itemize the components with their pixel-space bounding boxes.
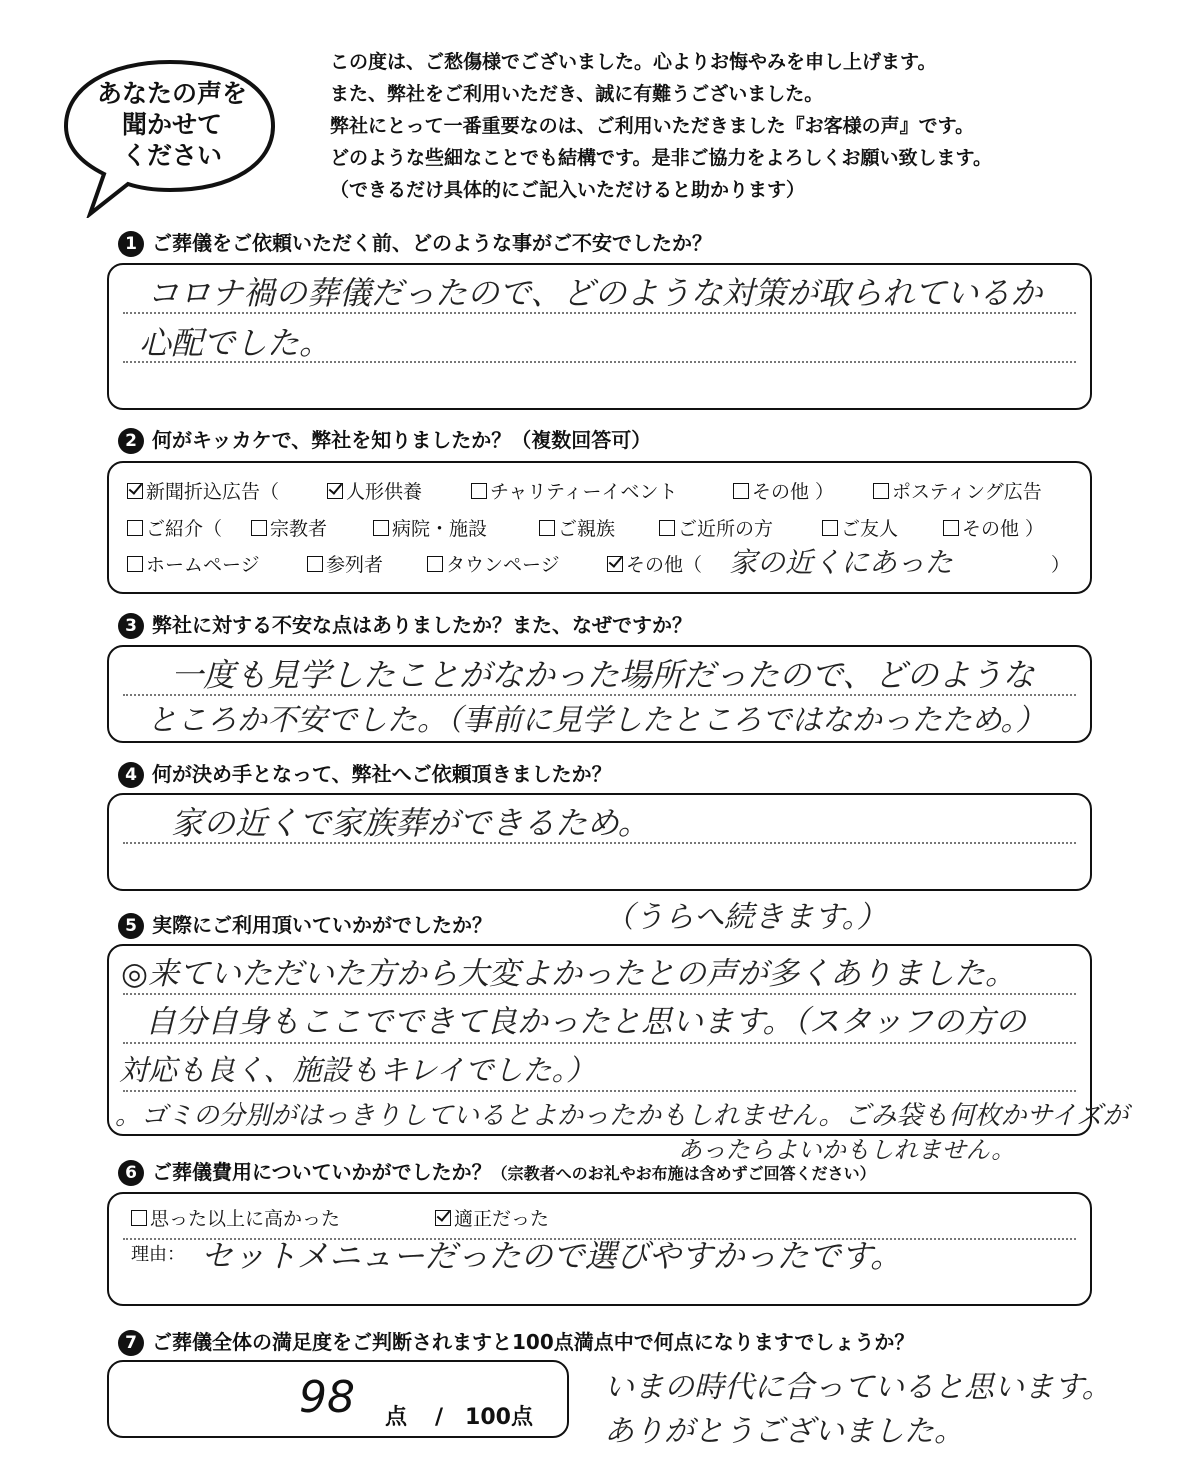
answer-3-line-1: 一度も見学したことがなかった場所だったので、どのような [171, 656, 1035, 694]
option-homepage[interactable] [127, 552, 260, 578]
answer-1-line-1: コロナ禍の葬儀だったので、どのような対策が取られているか [147, 274, 1043, 312]
option-charity-event-label: チャリティーイベント [490, 481, 678, 503]
question-6-text: ご葬儀費用についていかがでしたか？ [152, 1160, 492, 1184]
dotted-line [123, 1090, 1076, 1092]
option-relatives[interactable] [539, 516, 615, 542]
score-box[interactable] [107, 1360, 569, 1438]
checkbox-icon[interactable] [943, 520, 959, 536]
question-7 [118, 1328, 914, 1356]
answer-1-line-2: 心配でした。 [139, 324, 332, 362]
question-4 [118, 760, 612, 788]
option-fair[interactable] [435, 1206, 549, 1232]
question-6 [118, 1158, 876, 1188]
option-neighbors[interactable] [659, 516, 773, 542]
option-too-expensive[interactable] [131, 1206, 340, 1232]
intro-line-1: この度は、ご愁傷様でございました。心よりお悔やみを申し上げます。 [330, 51, 937, 73]
option-other-1-label: その他 ） [752, 481, 835, 503]
option-townpage[interactable] [427, 552, 560, 578]
option-newspaper-label: 新聞折込広告（ [146, 481, 280, 503]
question-number-7: 7 [118, 1330, 144, 1356]
question-3 [118, 611, 692, 639]
option-clergy[interactable] [251, 516, 327, 542]
option-friends-label: ご友人 [841, 518, 899, 540]
other-close-paren: ） [1051, 554, 1071, 576]
checkbox-icon[interactable] [822, 520, 838, 536]
option-charity-event[interactable] [471, 479, 678, 505]
intro-line-5: （できるだけ具体的にご記入いただけると助かります） [330, 179, 806, 201]
intro-line-3: 弊社にとって一番重要なのは、ご利用いただきました『お客様の声』です。 [330, 115, 975, 137]
question-1 [118, 229, 712, 257]
option-other-2[interactable] [943, 516, 1044, 542]
checkbox-icon[interactable] [873, 483, 889, 499]
bubble-line-2: 聞かせて [121, 110, 222, 139]
question-2-text: 何がキッカケで、弊社を知りましたか？（複数回答可） [152, 428, 652, 452]
option-doll-memorial-label: 人形供養 [346, 481, 423, 503]
option-townpage-label: タウンページ [446, 554, 560, 576]
question-5-text: 実際にご利用頂いていかがでしたか？ [152, 913, 492, 937]
other-answer: 家の近くにあった [729, 546, 953, 579]
option-too-expensive-label: 思った以上に高かった [150, 1208, 341, 1230]
option-clergy-label: 宗教者 [270, 518, 328, 540]
answer-5-line-2: 自分自身もここでできて良かったと思います。（スタッフの方の [145, 1004, 1027, 1040]
question-4-text: 何が決め手となって、弊社へご依頼頂きましたか？ [152, 762, 612, 786]
checkbox-checked-icon[interactable] [435, 1210, 451, 1226]
answer-5-line-4: 。ゴミの分別がはっきりしているとよかったかもしれません。ごみ袋も何枚かサイズが [115, 1101, 1129, 1131]
option-relatives-label: ご親族 [558, 518, 616, 540]
option-posting[interactable] [873, 479, 1042, 505]
option-homepage-label: ホームページ [146, 554, 260, 576]
checkbox-icon[interactable] [131, 1210, 147, 1226]
bubble-line-1: あなたの声を [96, 79, 247, 108]
option-friends[interactable] [822, 516, 898, 542]
option-neighbors-label: ご近所の方 [678, 518, 774, 540]
answer-box-4[interactable] [107, 793, 1092, 891]
answer-5-line-3: 対応も良く、施設もキレイでした。） [119, 1053, 596, 1087]
option-other-3[interactable] [607, 552, 702, 578]
answer-box-5[interactable] [107, 944, 1129, 1136]
question-number-2: 2 [118, 428, 144, 454]
score-value: 98 [299, 1372, 355, 1423]
answer-box-1[interactable] [107, 263, 1092, 410]
question-2 [118, 426, 651, 454]
option-doll-memorial[interactable] [327, 479, 422, 505]
answer-5-line-1: ◎来ていただいた方から大変よかったとの声が多くありました。 [121, 956, 1017, 992]
question-7-text: ご葬儀全体の満足度をご判断されますと100点満点中で何点になりますでしょうか？ [152, 1330, 915, 1354]
question-number-3: 3 [118, 613, 144, 639]
comment-line-2: ありがとうございました。 [604, 1414, 964, 1449]
reason-label: 理由： [131, 1244, 185, 1265]
option-attendee[interactable] [307, 552, 383, 578]
option-referral-label: ご紹介（ [146, 518, 223, 540]
answer-box-2 [107, 461, 1092, 594]
checkbox-icon[interactable] [127, 556, 143, 572]
option-referral[interactable] [127, 516, 222, 542]
score-max: / 100点 [435, 1405, 533, 1430]
option-other-1[interactable] [733, 479, 834, 505]
answer-box-3[interactable] [107, 645, 1092, 743]
option-fair-label: 適正だった [454, 1208, 550, 1230]
checkbox-icon[interactable] [733, 483, 749, 499]
comment-line-1: いまの時代に合っていると思います。 [604, 1370, 1112, 1405]
intro-text [330, 46, 992, 206]
question-number-1: 1 [118, 231, 144, 257]
checkbox-checked-icon[interactable] [127, 483, 143, 499]
score-unit: 点 [385, 1405, 408, 1430]
option-hospital-label: 病院・施設 [392, 518, 488, 540]
continue-note: （うらへ続きます。） [604, 900, 887, 935]
option-other-3-label: その他（ [626, 554, 703, 576]
question-5 [118, 911, 492, 939]
bubble-line-3: ください [121, 141, 222, 170]
checkbox-icon[interactable] [373, 520, 389, 536]
checkbox-icon[interactable] [471, 483, 487, 499]
option-hospital[interactable] [373, 516, 487, 542]
checkbox-checked-icon[interactable] [607, 556, 623, 572]
question-number-4: 4 [118, 762, 144, 788]
option-posting-label: ポスティング広告 [892, 481, 1042, 503]
option-other-2-label: その他 ） [962, 518, 1045, 540]
answer-box-6 [107, 1192, 1092, 1306]
question-number-5: 5 [118, 913, 144, 939]
answer-4-line-1: 家の近くで家族葬ができるため。 [171, 804, 650, 842]
option-attendee-label: 参列者 [326, 554, 384, 576]
checkbox-checked-icon[interactable] [327, 483, 343, 499]
question-3-text: 弊社に対する不安な点はありましたか？また、なぜですか？ [152, 613, 692, 637]
intro-line-4: どのような些細なことでも結構です。是非ご協力をよろしくお願い致します。 [330, 147, 992, 169]
answer-5-overflow: あったらよいかもしれません。 [678, 1136, 1016, 1164]
checkbox-icon[interactable] [659, 520, 675, 536]
checkbox-icon[interactable] [539, 520, 555, 536]
intro-line-2: また、弊社をご利用いただき、誠に有難うございました。 [330, 83, 824, 105]
voice-bubble [62, 58, 277, 198]
checkbox-icon[interactable] [427, 556, 443, 572]
checkbox-icon[interactable] [251, 520, 267, 536]
dotted-line [123, 1042, 1076, 1044]
checkbox-icon[interactable] [307, 556, 323, 572]
answer-3-line-2: ところか不安でした。（事前に見学したところではなかったため。） [147, 703, 1046, 738]
question-6-note: （宗教者へのお礼やお布施は含めずご回答ください） [491, 1164, 876, 1183]
question-1-text: ご葬儀をご依頼いただく前、どのような事がご不安でしたか？ [152, 231, 712, 255]
reason-answer[interactable]: セットメニューだったので選びやすかったです。 [201, 1237, 903, 1275]
option-newspaper[interactable] [127, 479, 279, 505]
question-number-6: 6 [118, 1160, 144, 1186]
checkbox-icon[interactable] [127, 520, 143, 536]
